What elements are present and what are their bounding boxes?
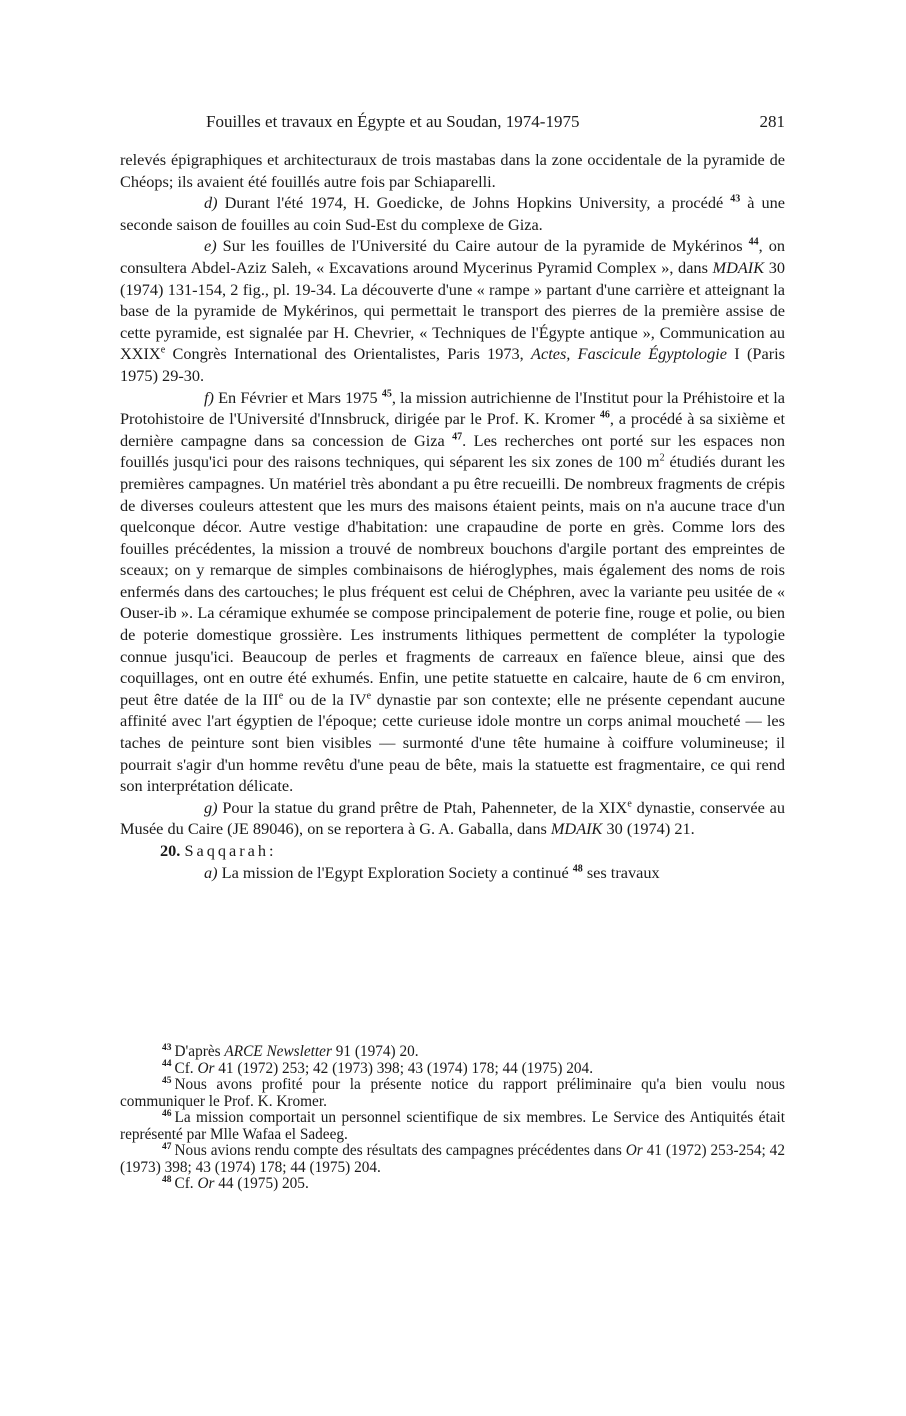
running-head — [120, 112, 785, 138]
section-heading-20: 20. Saqqarah: — [160, 841, 274, 860]
item-label: d) — [204, 193, 218, 213]
footnote-44: $^{44}$ Cf. Or 41 (1972) 253; 42 (1973) 398; 43 (1974) 178; 44 (1975) 204. — [162, 1059, 594, 1077]
paragraph-continued: relevés épigraphiques et architecturaux de trois mastabas dans la zone occidentale de la pyramide de Chéops; ils avaient été fouillés autre fois par Schiaparelli. — [120, 150, 785, 191]
footnote-ref-47[interactable]: 47 — [452, 431, 463, 443]
journal-title: MDAIK — [550, 819, 603, 839]
footnote-43: $^{43}$ D'après ARCE Newsletter 91 (1974) 20. — [162, 1042, 419, 1060]
paragraph-g: g) Pour la statue du grand prêtre de Ptah, Pahenneter, de la XIXe dynastie, conservée au Musée du Caire (JE 89046), on se reportera à G. A. Gaballa, dans MDAIK 30 (1974) 21. — [120, 797, 785, 839]
footnote-47: $^{47}$ Nous avions rendu compte des résultats des campagnes précédentes dans Or 41 (1972) 253-254; 42 (1973) 398; 43 (1974) 178; 44 (1975) 204. — [120, 1141, 785, 1176]
item-label: f) — [204, 387, 214, 407]
footnote-45: $^{45}$ Nous avons profité pour la présente notice du rapport préliminaire qu'a bien voulu nous communiquer le Prof. K. Kromer. — [120, 1075, 785, 1110]
running-title: Fouilles et travaux en Égypte et au Soudan, 1974-1975 — [206, 112, 580, 131]
footnote-ref-46[interactable]: 46 — [599, 409, 610, 421]
footnote-ref-43[interactable]: 43 — [730, 193, 741, 205]
footnote-48: $^{48}$ Cf. Or 44 (1975) 205. — [162, 1174, 309, 1192]
footnote-ref-44[interactable]: 44 — [748, 236, 759, 248]
publication-title: Actes, Fascicule Égyptologie — [531, 344, 727, 364]
footnotes — [120, 1044, 785, 1193]
paragraph-a: a) La mission de l'Egypt Exploration Society a continué $^{48}$ ses travaux — [204, 862, 660, 882]
body-text — [120, 149, 785, 883]
section-title: Saqqarah — [184, 841, 270, 860]
item-label: a) — [204, 862, 218, 882]
footnote-ref-45[interactable]: 45 — [381, 388, 392, 400]
paragraph-d: d) Durant l'été 1974, H. Goedicke, de Johns Hopkins University, a procédé $^{43}$ à une seconde saison de fouilles au coin Sud-Est du complexe de Giza. — [120, 193, 785, 234]
paragraph-f: f) En Février et Mars 1975 $^{45}$, la mission autrichienne de l'Institut pour la Préhistoire et la Protohistoire de l'Université d'Innsbruck, dirigée par le Prof. K. Kromer $^{46}$, a procédé à sa sixième et dernière campagne dans sa concession de Giza $^{47}$. Les recherches ont porté sur les espaces non fouillés jusqu'ici pour des raisons techniques, qui séparent les six zones de 100 $m^2$ étudiés durant les premières campagnes. Un matériel très abondant a pu être recueilli. De nombreux fragments de crépis de diverses couleurs attestent que les murs des maisons étaient peints, mais on n'a aucune trace d'un quelconque décor. Autre vestige d'habitation: une crapaudine de porte en grès. Comme lors des fouilles précédentes, la mission a trouvé de nombreux bouchons d'argile portant des empreintes de sceaux; on y remarque de simples combinaisons de hiéroglyphes, mais également des noms de rois enfermés dans des cartouches; le plus fréquent est celui de Chéphren, avec la variante peu usitée de « Ouser-ib ». La céramique exhumée se compose principalement de poterie fine, rouge et polie, ou bien de poterie domestique grossière. Les instruments lithiques permettent de compléter la typologie connue jusqu'ici. Beaucoup de perles et fragments de carreaux en faïence bleue, ainsi que des coquillages, ont en outre été exhumés. Enfin, une petite statuette en calcaire, haute de 6 cm environ, peut être datée de la IIIe ou de la IVe dynastie par son contexte; elle ne présente cependant aucune affinité avec l'art égyptien de l'époque; cette curieuse idole montre un corps animal moucheté — les taches de peinture sont bien visibles — surmonté d'une tête humaine à coiffure volumineuse; il pourrait s'agir d'un homme revêtu d'une peau de bête, mais la statuette est fragmentaire, ce qui rend son interprétation délicate. — [120, 387, 786, 796]
section-number: 20. — [160, 841, 181, 860]
footnote-ref-48[interactable]: 48 — [572, 863, 583, 875]
item-label: e) — [204, 236, 217, 256]
page-number: 281 — [759, 112, 785, 131]
paragraph-e: e) Sur les fouilles de l'Université du Caire autour de la pyramide de Mykérinos $^{44}$, on consultera Abdel-Aziz Saleh, « Excavations around Mycerinus Pyramid Complex », dans MDAIK 30 (1974) 131-154, 2 fig., pl. 19-34. La découverte d'une « rampe » partant d'une carrière et atteignant la base de la pyramide de Mykérinos, qui permettait le transport des pierres de la première assise de cette pyramide, est signalée par H. Chevrier, « Techniques de l'Égypte antique », Communication au XXIXe Congrès International des Orientalistes, Paris 1973, Actes, Fascicule Égyptologie I (Paris 1975) 29-30. — [120, 236, 785, 385]
footnote-46: $^{46}$ La mission comportait un personnel scientifique de six membres. Le Service des Antiquités était représenté par Mlle Wafaa el Sadeeg. — [120, 1108, 785, 1143]
item-label: g) — [204, 797, 218, 817]
journal-title: MDAIK — [712, 257, 765, 277]
